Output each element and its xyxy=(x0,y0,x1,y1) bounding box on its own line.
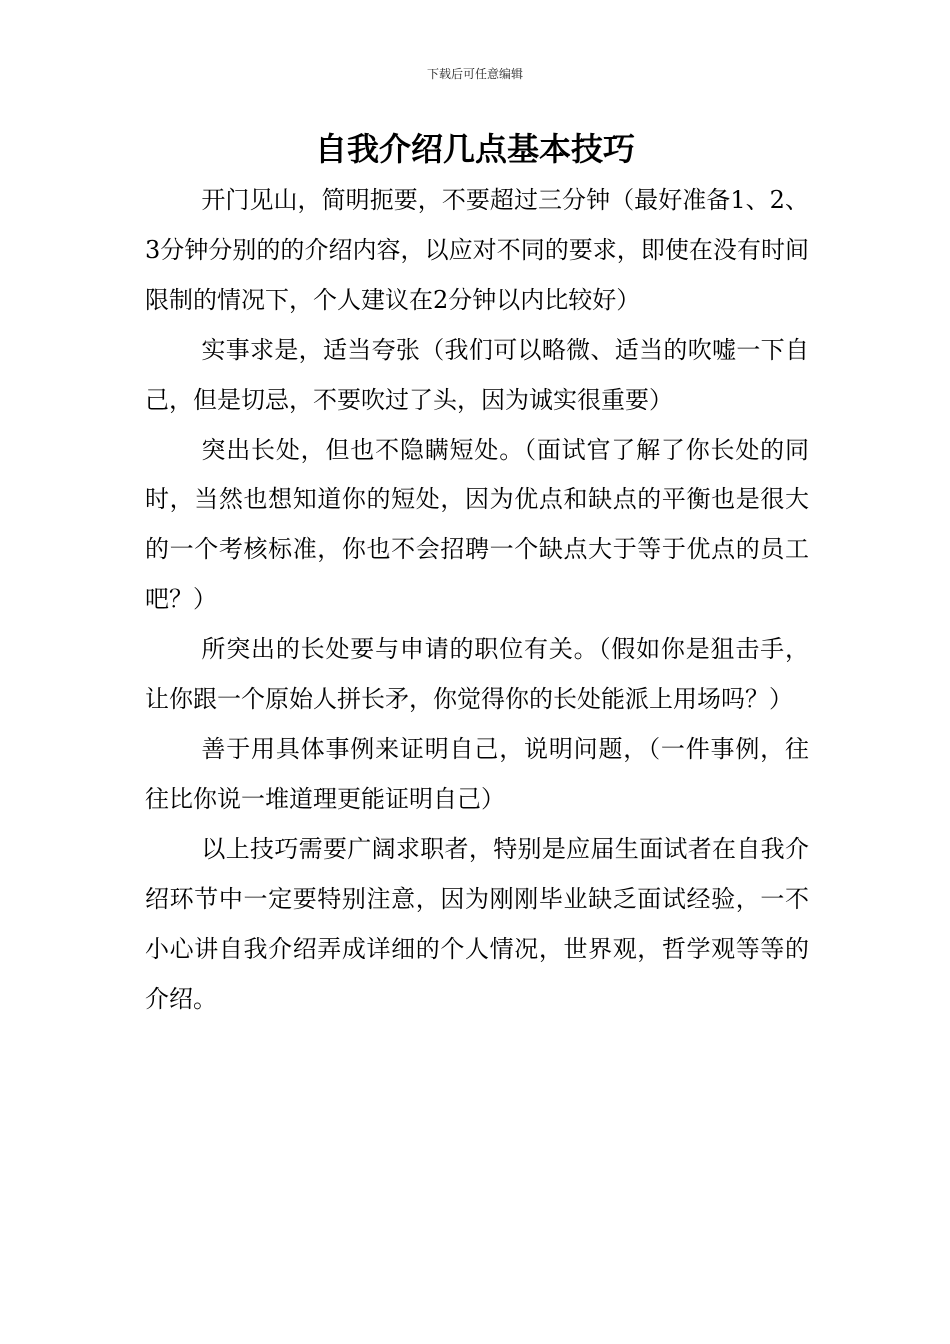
paragraph-opening: 开门见山，简明扼要，不要超过三分钟（最好准备1、2、3分钟分别的的介绍内容，以应对不同的要求，即使在没有时间限制的情况下，个人建议在2分钟以内比较好） xyxy=(145,186,809,314)
document-body xyxy=(145,176,809,1024)
paragraph-examples: 善于用具体事例来证明自己，说明问题，（一件事例，往往比你说一堆道理更能证明自己） xyxy=(145,734,809,813)
paragraph-relevance: 所突出的长处要与申请的职位有关。（假如你是狙击手，让你跟一个原始人拼长矛，你觉得你的长处能派上用场吗？） xyxy=(145,635,809,714)
paragraph-strengths: 突出长处，但也不隐瞒短处。（面试官了解了你长处的同时，当然也想知道你的短处，因为优点和缺点的平衡也是很大的一个考核标准，你也不会招聘一个缺点大于等于优点的员工吧？） xyxy=(145,435,809,614)
header-note: 下载后可任意编辑 xyxy=(426,67,523,81)
paragraph-conclusion: 以上技巧需要广阔求职者，特别是应届生面试者在自我介绍环节中一定要特别注意，因为刚刚毕业缺乏面试经验，一不小心讲自我介绍弄成详细的个人情况，世界观，哲学观等等的介绍。 xyxy=(145,834,809,1013)
paragraph-honesty: 实事求是，适当夸张（我们可以略微、适当的吹嘘一下自己，但是切忌，不要吹过了头，因为诚实很重要） xyxy=(145,335,809,414)
document-title: 自我介绍几点基本技巧 xyxy=(314,130,635,168)
